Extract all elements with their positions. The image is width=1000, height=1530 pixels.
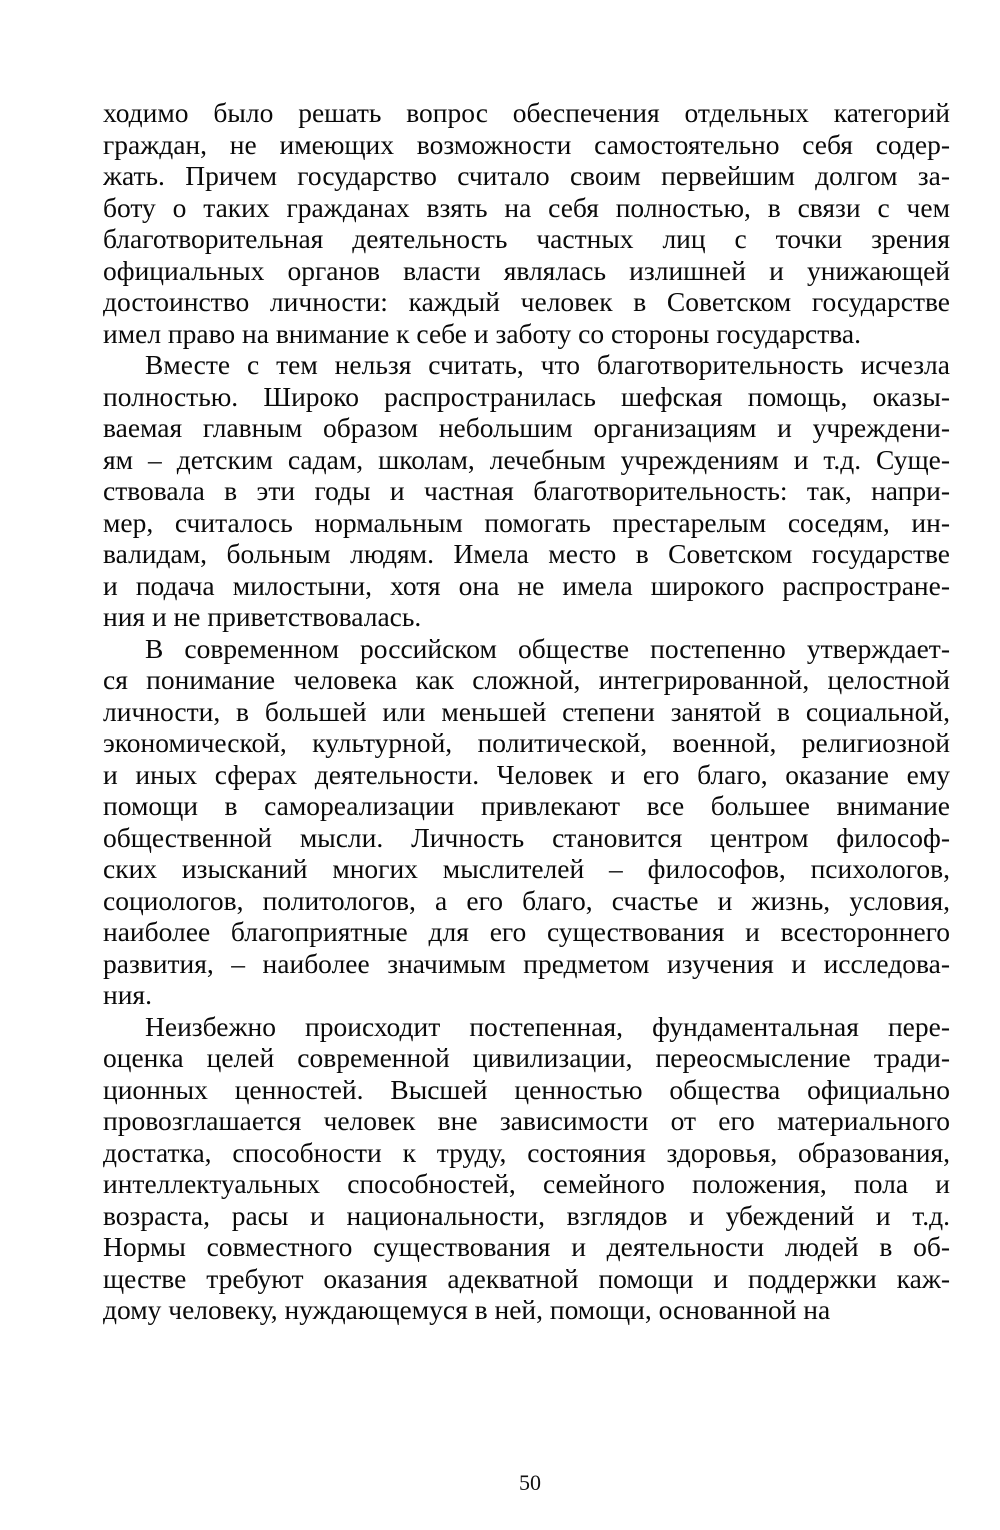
text-line: боту о таких гражданах взять на себя полностью, в связи с чем (103, 191, 950, 223)
text-line: полностью. Широко распространилась шефская помощь, оказы- (103, 380, 950, 412)
text-line: благотворительная деятельность частных лиц с точки зрения (103, 223, 950, 254)
text-line: социологов, политологов, а его благо, счастье и жизнь, условия, (103, 884, 950, 916)
text-line: Вместе с тем нельзя считать, что благотворительность исчезла (145, 349, 950, 380)
text-line: развития, – наиболее значимым предметом изучения и исследова- (103, 947, 950, 979)
text-line: мер, считалось нормальным помогать престарелым соседям, ин- (103, 506, 950, 538)
text-line: личности, в большей или меньшей степени занятой в социальной, (103, 695, 950, 727)
text-line: оценка целей современной цивилизации, переосмысление тради- (103, 1042, 950, 1073)
text-line: интеллектуальных способностей, семейного положения, пола и (103, 1168, 950, 1199)
text-line: валидам, больным людям. Имела место в Советском государстве (103, 538, 950, 569)
text-line: ских изысканий многих мыслителей – философов, психологов, (103, 853, 950, 884)
text-line: дому человеку, нуждающемуся в ней, помощи, основанной на (103, 1294, 831, 1325)
text-line: ществе требуют оказания адекватной помощи и поддержки каж- (103, 1262, 950, 1294)
text-line: В современном российском обществе постепенно утверждает- (145, 632, 950, 664)
text-line: ям – детским садам, школам, лечебным учреждениям и т.д. Суще- (103, 443, 950, 475)
text-line: экономической, культурной, политической, военной, религиозной (103, 727, 950, 758)
text-line: Нормы совместного существования и деятельности людей в об- (103, 1231, 950, 1262)
text-line: ходимо было решать вопрос обеспечения отдельных категорий (103, 97, 950, 128)
text-line: жать. Причем государство считало своим первейшим долгом за- (103, 160, 950, 191)
body-text (103, 97, 950, 1326)
text-line: общественной мысли. Личность становится центром философ- (103, 821, 950, 853)
text-line: помощи в самореализации привлекают все большее внимание (103, 790, 950, 821)
text-line: ния. (103, 979, 152, 1010)
text-line: ционных ценностей. Высшей ценностью общества официально (103, 1073, 950, 1105)
text-line: и иных сферах деятельности. Человек и его благо, оказание ему (103, 758, 950, 790)
paragraph (103, 633, 950, 1011)
text-line: ствовала в эти годы и частная благотворительность: так, напри- (103, 475, 950, 506)
text-line: ся понимание человека как сложной, интегрированной, целостной (103, 664, 950, 695)
text-line: провозглашается человек вне зависимости от его материального (103, 1105, 950, 1136)
text-line: официальных органов власти являлась излишней и унижающей (103, 254, 950, 286)
text-line: ваемая главным образом небольшим организациям и учреждени- (103, 412, 950, 443)
text-line: имел право на внимание к себе и заботу со стороны государства. (103, 317, 861, 349)
paragraph (103, 1011, 950, 1326)
text-line: Неизбежно происходит постепенная, фундаментальная пере- (145, 1010, 950, 1042)
paragraph (103, 97, 950, 349)
text-line: и подача милостыни, хотя она не имела широкого распростране- (103, 569, 950, 601)
text-line: граждан, не имеющих возможности самостоятельно себя содер- (103, 128, 950, 160)
text-line: достатка, способности к труду, состояния здоровья, образования, (103, 1136, 950, 1168)
text-line: возраста, расы и национальности, взглядов и убеждений и т.д. (103, 1199, 950, 1231)
page-number: 50 (519, 1470, 541, 1495)
text-line: наиболее благоприятные для его существования и всестороннего (103, 916, 950, 947)
paragraph (103, 349, 950, 633)
text-line: ния и не приветствовалась. (103, 601, 422, 632)
text-line: достоинство личности: каждый человек в Советском государстве (103, 286, 950, 317)
